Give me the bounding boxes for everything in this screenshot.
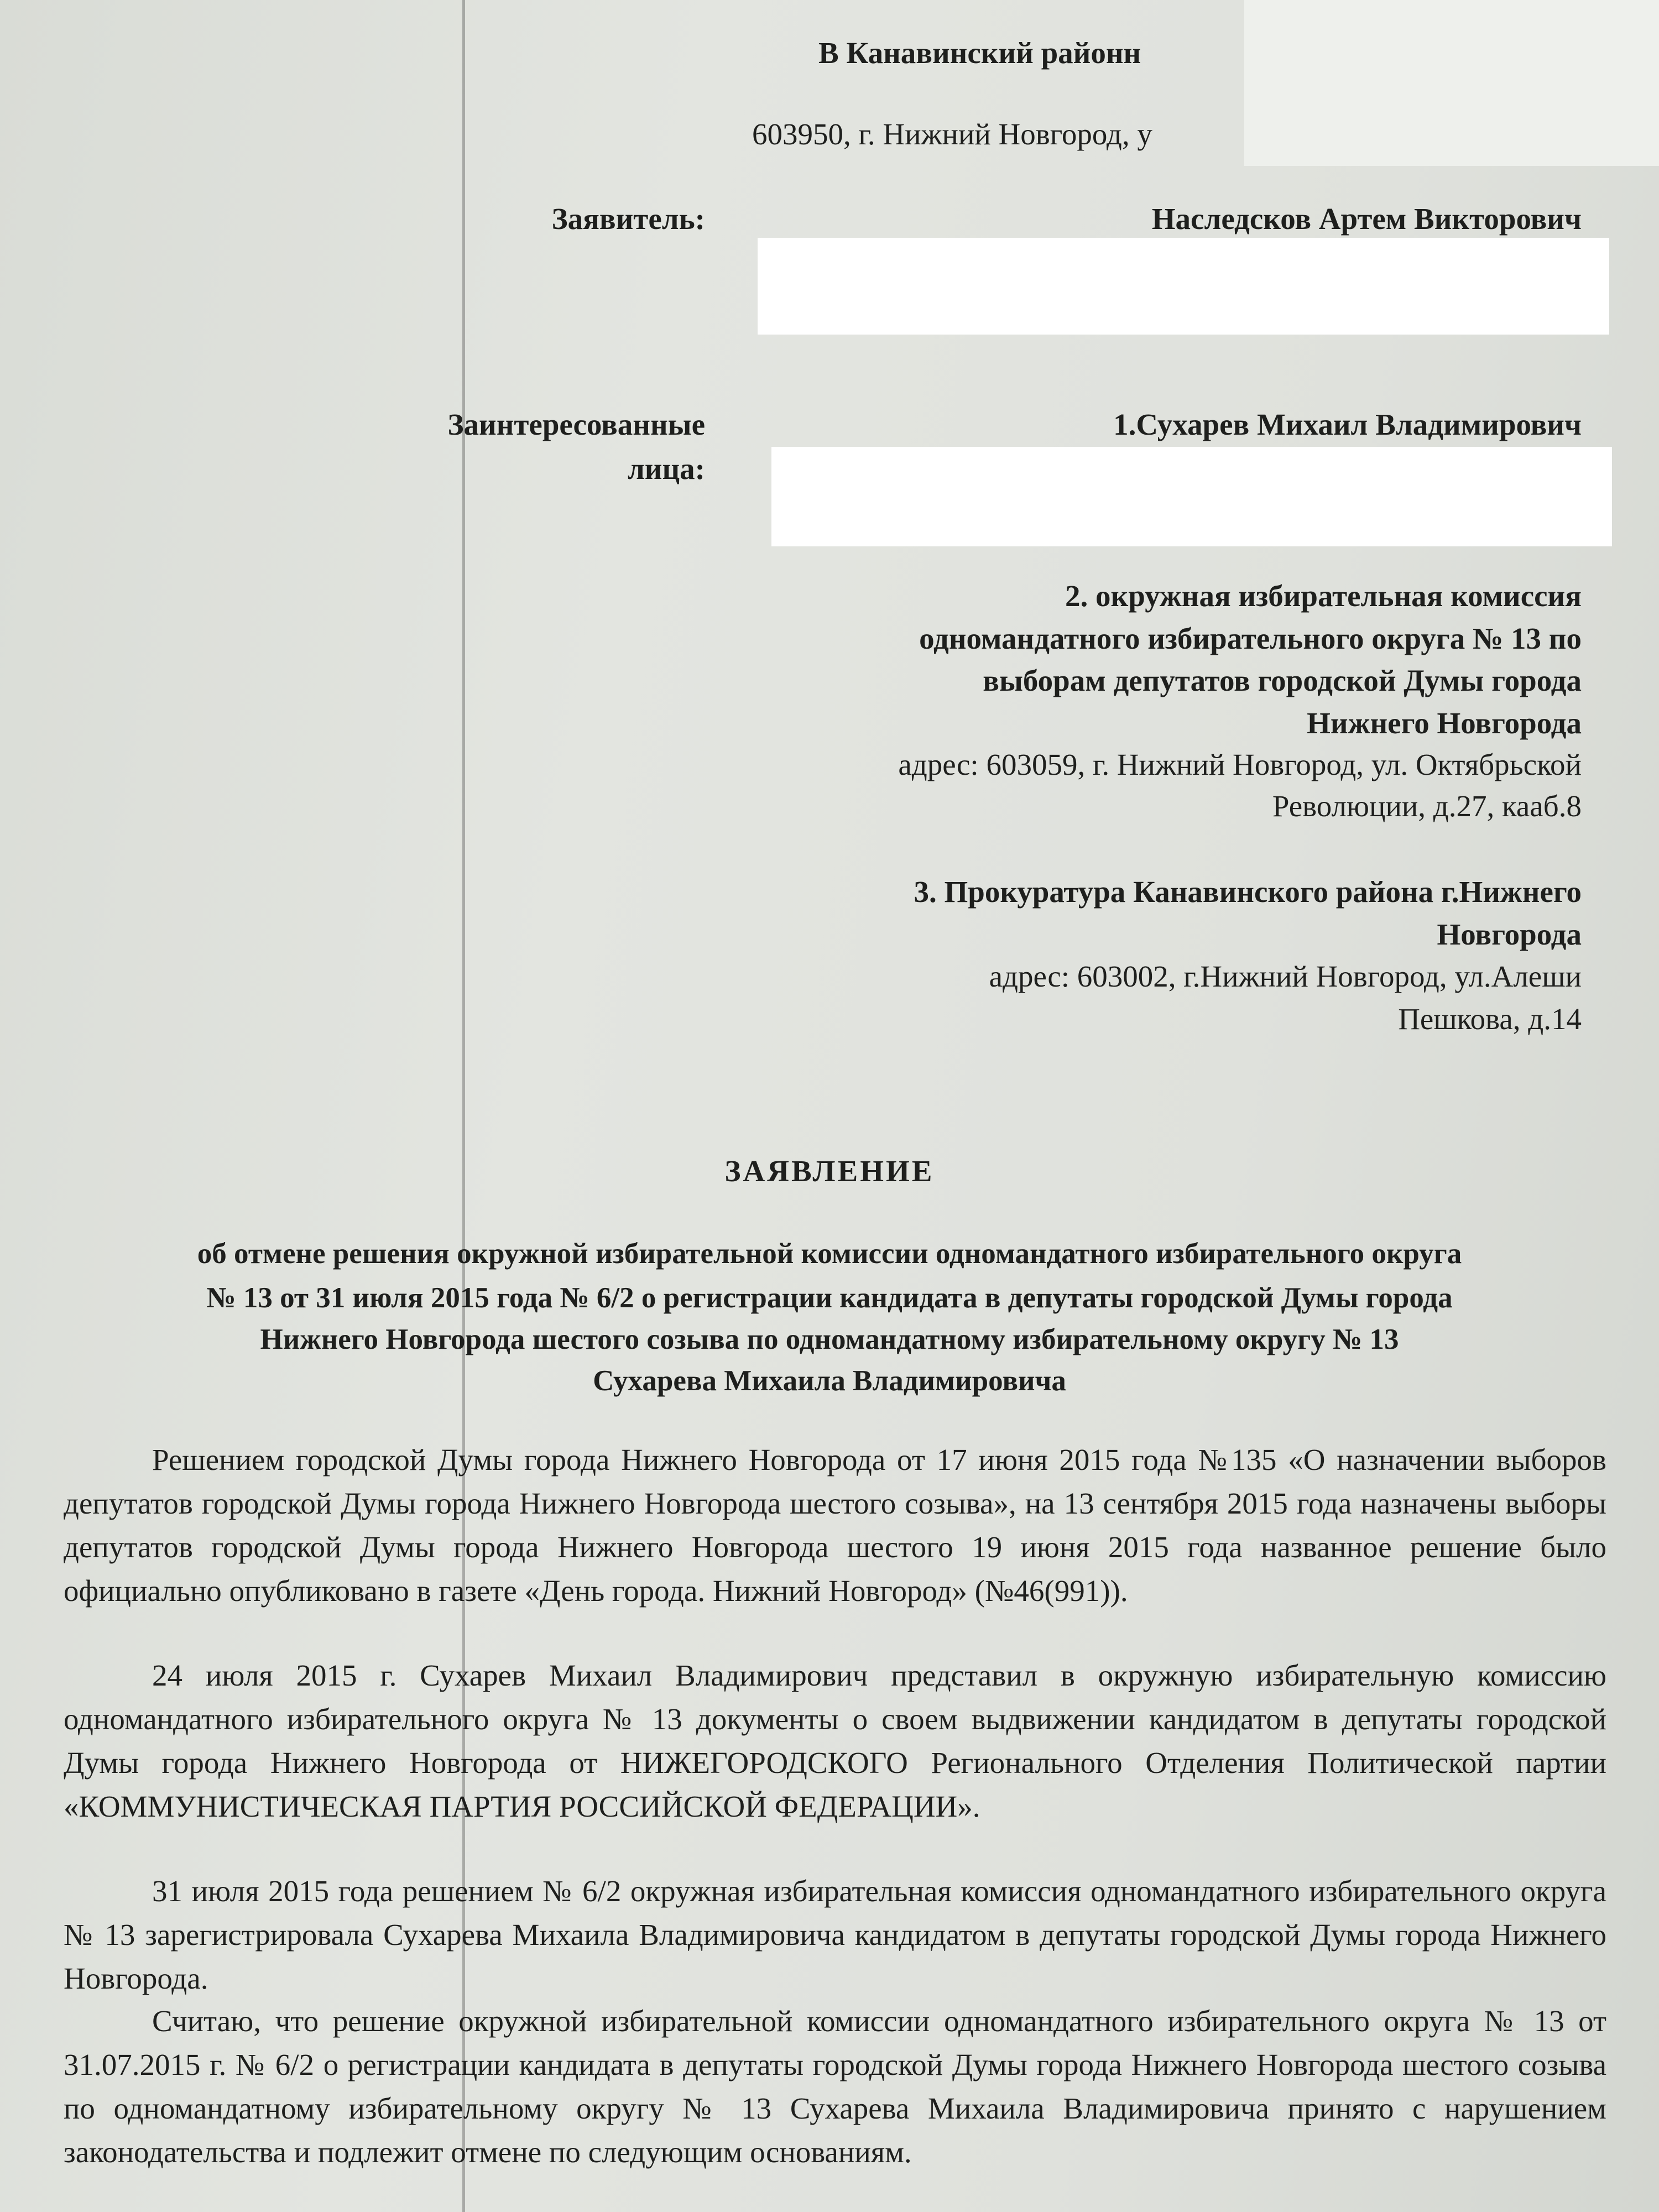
interested-party-3-address-line1: адрес: 603002, г.Нижний Новгород, ул.Алеши	[989, 959, 1582, 993]
interested-party-3-address-line2: Пешкова, д.14	[1398, 1002, 1582, 1036]
interested-label-line1: Заинтересованные	[447, 408, 705, 441]
subject-line3: Нижнего Новгорода шестого созыва по одномандатному избирательному округу № 13	[260, 1323, 1399, 1355]
interested-party-2-line3: выборам депутатов городской Думы города	[983, 664, 1582, 697]
applicant-name: Наследсков Артем Викторович	[1151, 202, 1582, 236]
subject-line1: об отмене решения окружной избирательной комиссии одномандатного избирательного округа	[197, 1238, 1462, 1270]
body-paragraph-2: 24 июля 2015 г. Сухарев Михаил Владимирович представил в окружную избирательную комиссию одномандатного избирательного округа № 13 документы о своем выдвижении кандидатом в депутаты городской Думы города Нижнего Новгорода от НИЖЕГОРОДСКОГО Регионального Отделения Политической партии «КОММУНИСТИЧЕСКАЯ ПАРТИЯ РОССИЙСКОЙ ФЕДЕРАЦИИ».	[64, 1658, 1606, 1823]
court-name: В Канавинский районн	[818, 36, 1141, 70]
interested-party-3-line2: Новгорода	[1437, 917, 1582, 951]
interested-party-2-address-line1: адрес: 603059, г. Нижний Новгород, ул. Октябрьской	[898, 748, 1582, 781]
redacted-party-1-details	[771, 447, 1612, 546]
interested-party-1: 1.Сухарев Михаил Владимирович	[1113, 408, 1582, 441]
interested-party-2-line4: Нижнего Новгорода	[1307, 706, 1582, 740]
body-paragraph-4: Считаю, что решение окружной избирательной комиссии одномандатного избирательного округа № 13 от 31.07.2015 г. № 6/2 о регистрации кандидата в депутаты городской Думы города Нижнего Новгорода шестого созыва по одномандатному избирательному округу № 13 Сухарева Михаила Владимировича принято с нарушением законодательства и подлежит отмене по следующим основаниям.	[64, 2004, 1606, 2169]
body-paragraph-1: Решением городской Думы города Нижнего Новгорода от 17 июня 2015 года №135 «О назначении выборов депутатов городской Думы города Нижнего Новгорода шестого созыва», на 13 сентября 2015 года назначены выборы депутатов городской Думы города Нижнего Новгорода шестого 19 июня 2015 года названное решение было официально опубликовано в газете «День города. Нижний Новгород» (№46(991)).	[64, 1443, 1606, 1608]
applicant-label: Заявитель:	[551, 202, 705, 236]
interested-party-3-line1: 3. Прокуратура Канавинского района г.Нижнего	[914, 875, 1582, 909]
interested-label-line2: лица:	[627, 452, 705, 486]
body-paragraph-3: 31 июля 2015 года решением № 6/2 окружная избирательная комиссия одномандатного избирательного округа № 13 зарегистрировала Сухарева Михаила Владимировича кандидатом в депутаты городской Думы города Нижнего Новгорода.	[64, 1874, 1606, 1995]
subject-line4: Сухарева Михаила Владимировича	[593, 1365, 1066, 1397]
subject-line2: № 13 от 31 июля 2015 года № 6/2 о регистрации кандидата в депутаты городской Думы города	[206, 1282, 1453, 1314]
court-address: 603950, г. Нижний Новгород, у	[752, 117, 1152, 151]
redacted-applicant-details	[758, 238, 1609, 335]
interested-party-2-address-line2: Революции, д.27, кааб.8	[1272, 789, 1582, 823]
document-title: ЗАЯВЛЕНИЕ	[724, 1154, 935, 1188]
overlapping-sheet-corner	[1244, 0, 1659, 166]
interested-party-2-line2: одномандатного избирательного округа № 13 по	[919, 622, 1582, 655]
interested-party-2-line1: 2. окружная избирательная комиссия	[1065, 579, 1582, 613]
